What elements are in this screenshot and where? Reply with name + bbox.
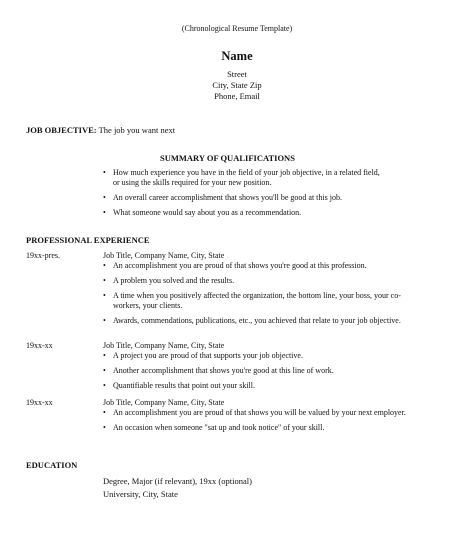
bullet-icon: • [103,366,106,375]
school-line: University, City, State [103,489,178,499]
job-2-list [103,351,423,396]
job-2-dates: 19xx-xx [26,341,53,350]
bullet-icon: • [103,423,106,432]
list-item: • What someone would say about you as a recommendation. [103,208,302,217]
list-item: • An overall career accomplishment that shows you'll be good at this job. [103,193,342,202]
template-note: (Chronological Resume Template) [181,24,293,33]
bullet-icon: • [103,193,106,202]
job-objective [26,125,175,135]
list-item: • A time when you positively affected the organization, the bottom line, your boss, your co-workers, your clients. [103,291,401,310]
bullet-icon: • [103,208,106,217]
job-3-list [103,408,413,438]
bullet-icon: • [103,316,106,325]
experience-heading: PROFESSIONAL EXPERIENCE [26,235,150,245]
summary-heading: SUMMARY OF QUALIFICATIONS [160,153,295,163]
list-item: • Quantifiable results that point out your skill. [103,381,255,390]
list-item: • Another accomplishment that shows you're good at this line of work. [103,366,334,375]
summary-list [103,168,385,223]
resume-name: Name [221,49,253,63]
street-address: Street [227,69,247,79]
bullet-icon: • [103,168,106,177]
list-item: • Awards, commendations, publications, etc., you achieved that relate to your job objective. [103,316,401,325]
list-item: • A problem you solved and the results. [103,276,235,285]
job-3-dates: 19xx-xx [26,398,53,407]
bullet-icon: • [103,276,106,285]
bullet-icon: • [103,351,106,360]
job-1-title: Job Title, Company Name, City, State [103,251,225,260]
bullet-icon: • [103,408,106,417]
bullet-icon: • [103,381,106,390]
list-item: • A project you are proud of that supports your job objective. [103,351,303,360]
job-objective-label: JOB OBJECTIVE: [26,125,97,135]
job-3-title: Job Title, Company Name, City, State [103,398,225,407]
list-item: • An accomplishment you are proud of that shows you will be valued by your next employer. [103,408,406,417]
bullet-icon: • [103,261,106,270]
list-item: • An accomplishment you are proud of that shows you're good at this profession. [103,261,367,270]
education-heading: EDUCATION [26,460,78,470]
job-1-dates: 19xx-pres. [26,251,60,260]
job-2-title: Job Title, Company Name, City, State [103,341,225,350]
list-item: • An occasion when someone "sat up and took notice" of your skill. [103,423,325,432]
degree-line: Degree, Major (if relevant), 19xx (optional) [103,476,252,486]
bullet-icon: • [103,291,106,300]
city-state-zip: City, State Zip [212,80,262,90]
job-1-list [103,261,423,331]
phone-email: Phone, Email [214,91,260,101]
job-objective-text: The job you want next [98,125,176,135]
list-item: • How much experience you have in the field of your job objective, in a related field, or using the skills required for your new position. [103,168,380,187]
